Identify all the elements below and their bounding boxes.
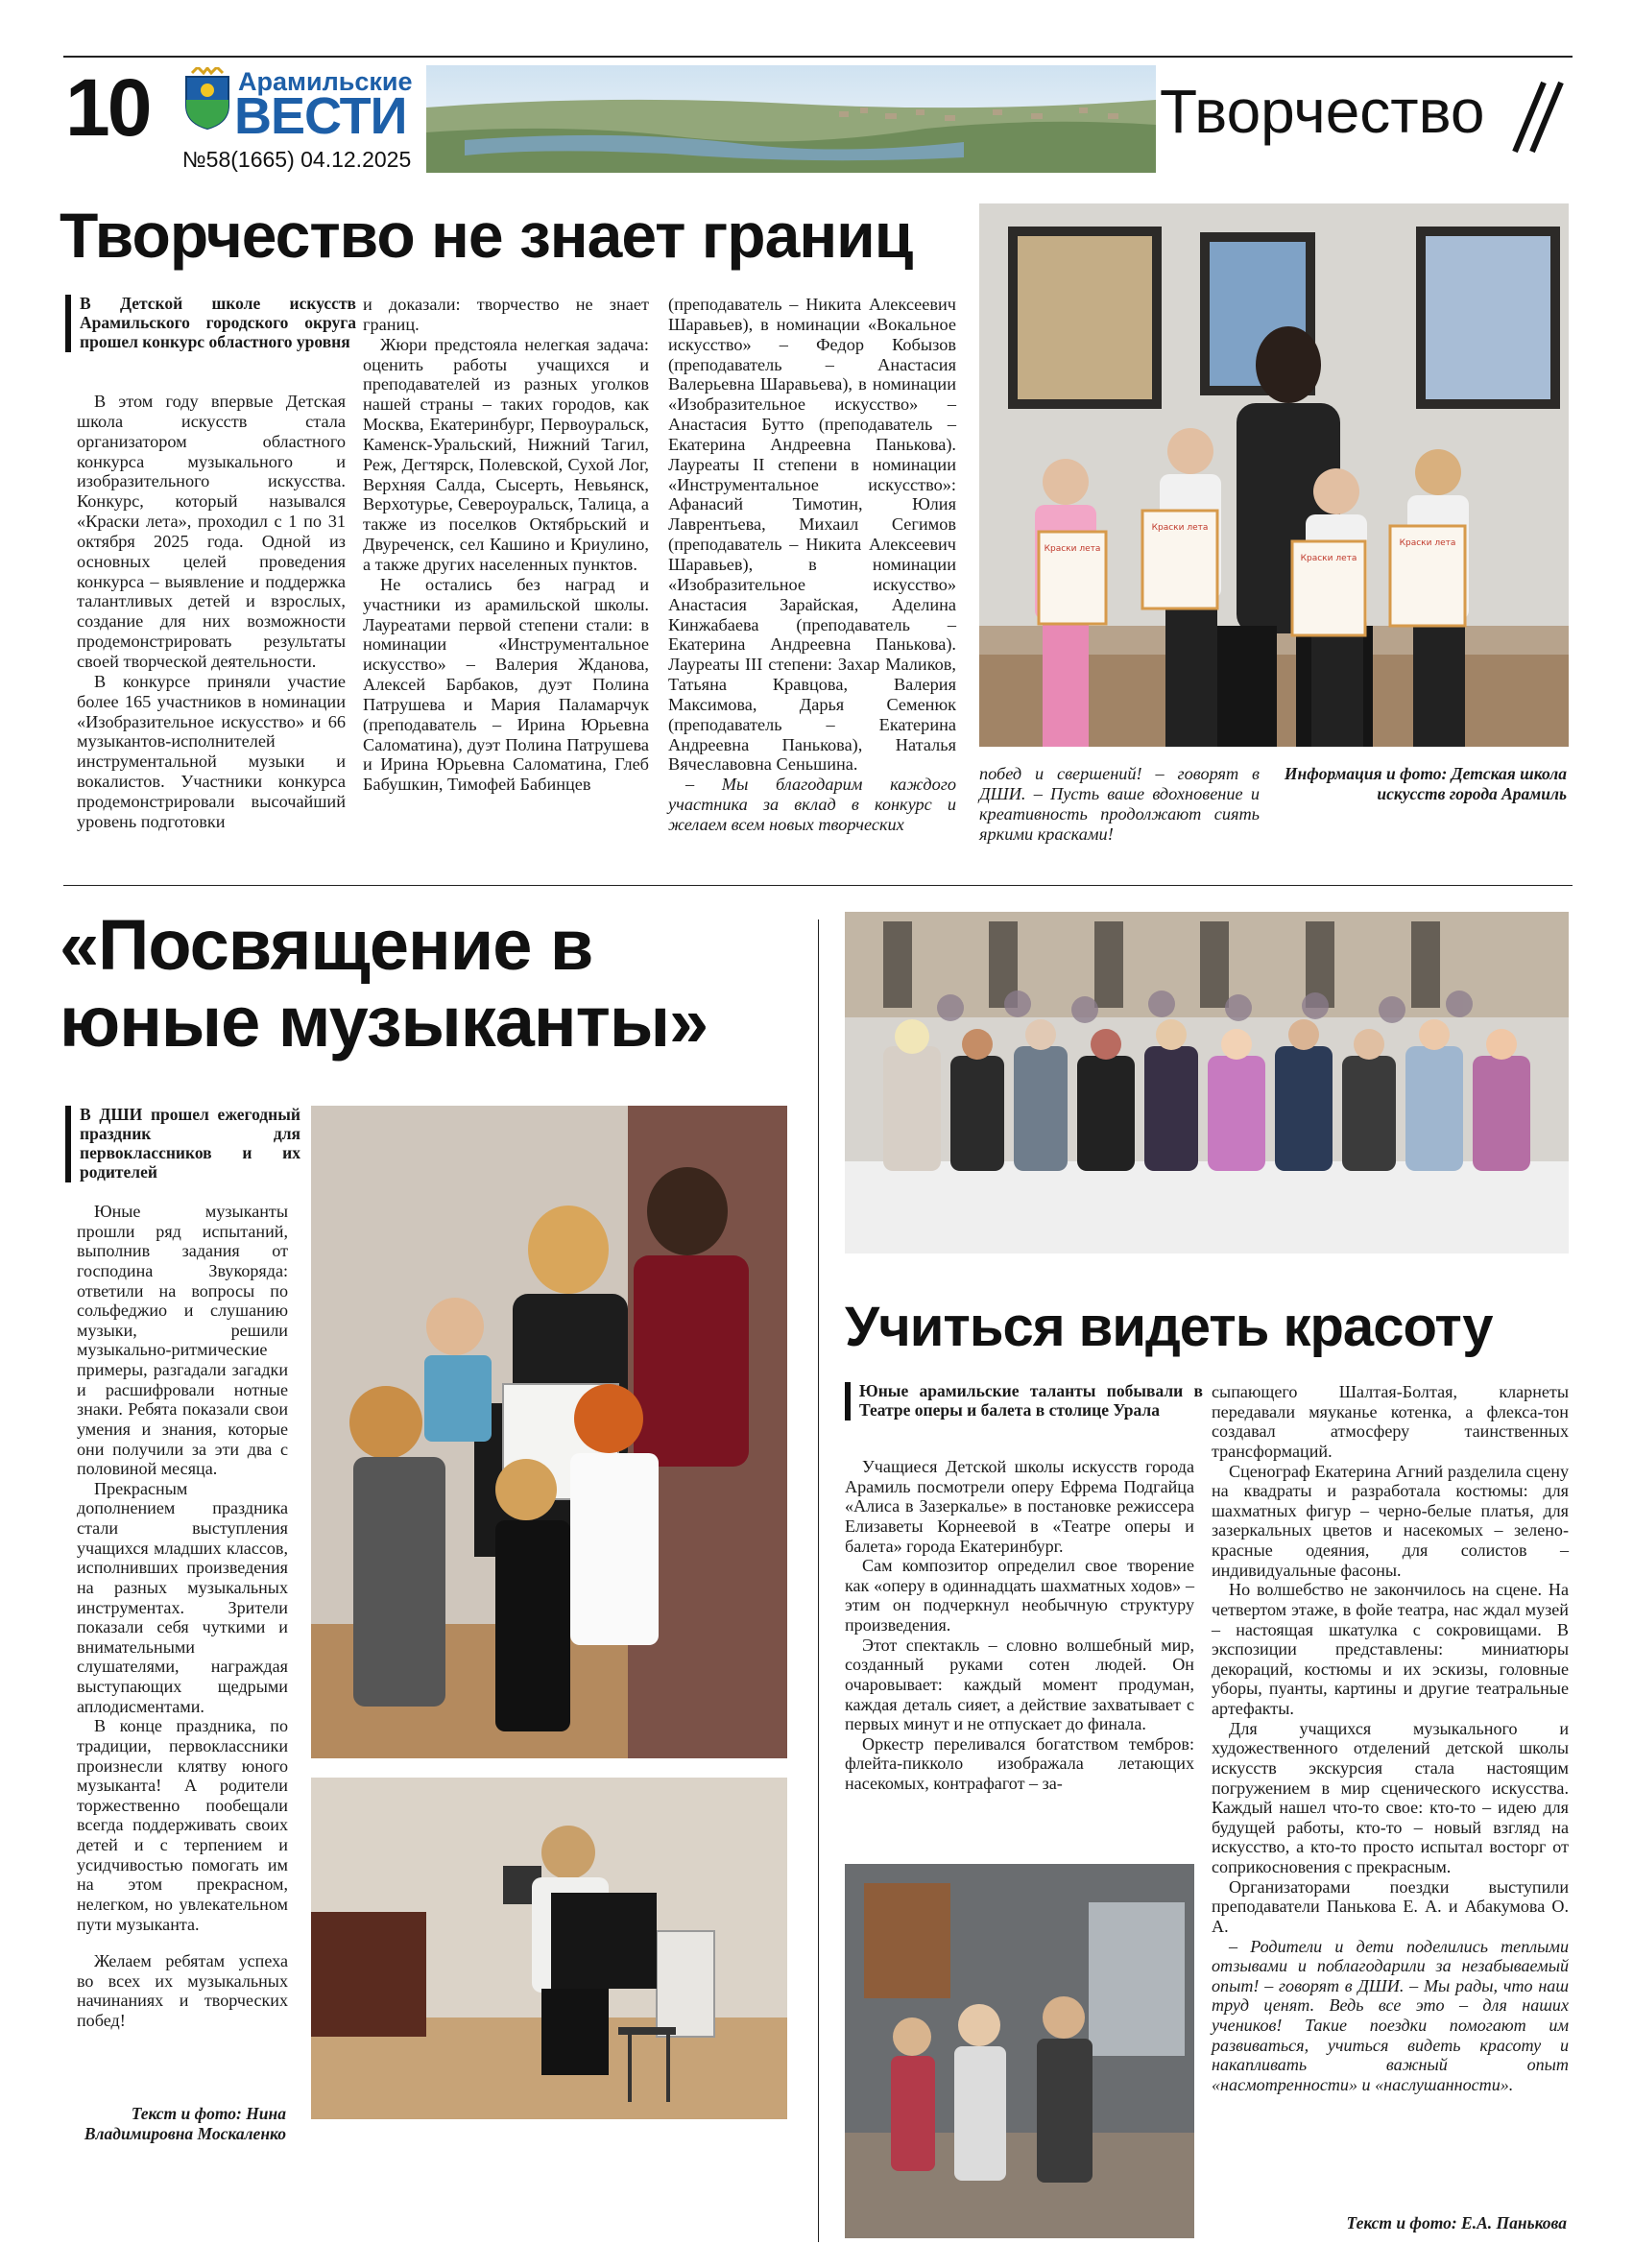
article1-column4: побед и свершений! – говорят в ДШИ. – Пусть ваше вдохновение и креативность продолжают сиять яркими красками! (979, 764, 1260, 844)
quote: – Мы благодарим каждого участника за вклад в конкурс и желаем всем новых творческих (668, 775, 956, 834)
article3-lead: Юные арамильские таланты побывали в Театре оперы и балета в столице Урала (845, 1382, 1203, 1420)
diploma-title: Краски лета (1044, 544, 1101, 554)
paragraph: В конце праздника, по традиции, первоклассники произнесли клятву юного музыканта! А родители торжественно пообещали всегда поддерживать своих детей и с терпением и усидчивостью помогать им на этом прекрасном, нелегком, но увлекательном пути музыканта. (77, 1716, 288, 1934)
article1-lead: В Детской школе искусств Арамильского городского округа прошел конкурс областного уровня (65, 295, 356, 352)
article1-column1 (77, 392, 346, 832)
section-divider (63, 885, 1573, 886)
paragraph: (преподаватель – Никита Алексеевич Шаравьев), в номинации «Вокальное искусство» – Федор Кобызов (преподаватель – Анастасия Валерьевна Шаравьева), в номинации «Изобразительное искусство» – Анастасия Бутто (преподаватель – Екатерина Андреевна Панькова). Лауреаты II степени в номинации «Инструментальное искусство»: Афанасий Тимотин, Юлия Лаврентьева, Михаил Сегимов (преподаватель – Никита Алексеевич Шаравьев), в номинации «Изобразительное искусство» Анастасия Зарайская, Аделина Кинжабаева (преподаватель – Екатерина Андреевна Панькова). Лауреаты III степени: Захар Маликов, Татьяна Кравцова, Валерия Максимова, Дарья Семенюк (преподаватель – Екатерина Андреевна Панькова), Наталья Вячеславовна Сеньшина. (668, 295, 956, 775)
article3-column2 (1212, 1382, 1569, 2095)
paragraph: Учащиеся Детской школы искусств города Арамиль посмотрели оперу Ефрема Подгайца «Алиса в Зазеркалье» в постановке режиссера Елизаветы Корнеевой в «Театре оперы и балета» города Екатеринбург. (845, 1457, 1194, 1556)
photo-first-graders (311, 1106, 787, 1758)
article3-credit: Текст и фото: Е.А. Панькова (1346, 2213, 1567, 2232)
paragraph: и доказали: творчество не знает границ. (363, 295, 649, 334)
paragraph: Но волшебство не закончилось на сцене. На четвертом этаже, в фойе театра, нас ждал музей – настоящая шкатулка с сокровищами. В экспозиции представлены: миниатюры декораций, костюмы и их эскизы, головные уборы, пуанты, картины и другие театральные артефакты. (1212, 1580, 1569, 1718)
page-number: 10 (65, 62, 150, 153)
article2-lead: В ДШИ прошел ежегодный праздник для первоклассников и их родителей (65, 1106, 300, 1182)
photo-accordion-player (311, 1778, 787, 2119)
paragraph: Жюри предстояла нелегкая задача: оценить работы учащихся и преподавателей из разных уголков нашей страны – таких городов, как Москва, Екатеринбург, Первоуральск, Каменск-Уральский, Нижний Тагил, Реж, Дегтярск, Полевской, Сухой Лог, Верхняя Салда, Сысерть, Невьянск, Верхотурье, Североуральск, Талица, а также из поселков Октябрьский и Двуреченск, сел Кашино и Криулино, а также других населенных пунктов. (363, 334, 649, 574)
paragraph: В конкурсе приняли участие более 165 участников в номинации «Изобразительное искусство» и 66 музыкантов-исполнителей инструментальной музыки и вокалистов. Участники конкурса продемонстрировали высочайший уровень подготовки (77, 671, 346, 831)
top-rule (63, 56, 1573, 58)
diploma-title: Краски лета (1399, 538, 1456, 548)
section-title: Творчество (1160, 77, 1485, 146)
paragraph: Сценограф Екатерина Агний разделила сцену на квадраты и разработала костюмы: для шахматных фигур – черно-белые платья, для зазеркальных цветов и насекомых – зелено-красные одеяния, для солистов – индивидуальные фасоны. (1212, 1461, 1569, 1580)
article3-headline: Учиться видеть красоту (845, 1296, 1493, 1358)
diploma-title: Краски лета (1151, 523, 1209, 533)
paragraph: Не остались без наград и участники из арамильской школы. Лауреатами первой степени стали: в номинации «Инструментальное искусство» – Валерия Жданова, Алексей Барбаков, дуэт Полина Патрушева и Мария Паламарчук (преподаватель – Ирина Юрьевна Саломатина), дуэт Полина Патрушева и Ирина Юрьевна Саломатина, Глеб Бабушкин, Тимофей Бабинцев (363, 574, 649, 795)
double-slash-icon (1505, 75, 1569, 155)
photo-diploma-winners (979, 203, 1569, 747)
article2-body (77, 1202, 288, 2031)
city-crest-icon (182, 67, 232, 131)
paragraph: Этот спектакль – словно волшебный мир, созданный руками сотен людей. Он очаровывает: каждый момент продуман, каждая деталь сияет, а действие захватывает с первых минут и не отпускает до финала. (845, 1635, 1194, 1734)
brand-line1: Арамильские (238, 67, 413, 96)
diploma-title: Краски лета (1300, 554, 1357, 563)
article3-column1 (845, 1457, 1194, 1794)
paragraph: Для учащихся музыкального и художественного отделений детской школы искусств экскурсия стала настоящим погружением в мир сценического искусства. Каждый нашел что-то свое: кто-то – идею для будущей работы, кто-то – новый взгляд на искусство, а кто-то просто испытал восторг от соприкосновения с прекрасным. (1212, 1718, 1569, 1876)
article1-column3 (668, 295, 956, 835)
paragraph: Юные музыканты прошли ряд испытаний, выполнив задания от господина Звукоряда: ответили на вопросы по сольфеджио и слушанию музыки, решили музыкально-ритмические примеры, разгадали загадки и расшифровали нотные знаки. Ребята показали свои умения и знания, которые они получили за эти два с половиной месяца. (77, 1202, 288, 1479)
paragraph: сыпающего Шалтая-Болтая, кларнеты передавали мяуканье котенка, а флекса-тон создавал атмосферу таинственных трансформаций. (1212, 1382, 1569, 1461)
article1-headline: Творчество не знает границ (60, 200, 913, 271)
paragraph: Организаторами поездки выступили преподаватели Панькова Е. А. и Абакумова О. А. (1212, 1876, 1569, 1936)
quote: – Родители и дети поделились теплыми отзывами и поблагодарили за незабываемый опыт! – говорят в ДШИ. – Мы рады, что наш труд ценят. Ведь все это – для наших учеников! Такие поездки помогают им развиваться, учиться видеть красоту и накапливать важный опыт «насмотренности» и «наслушанности». (1212, 1936, 1569, 2094)
article1-credit: Информация и фото: Детская школа искусств города Арамиль (1284, 764, 1567, 803)
issue-number: №58(1665) 04.12.2025 (182, 147, 412, 172)
paragraph: Оркестр переливался богатством тембров: флейта-пикколо изображала летающих насекомых, контрафагот – за- (845, 1733, 1194, 1793)
masthead-panorama (426, 65, 1156, 173)
photo-group-at-theatre (845, 912, 1569, 1253)
paragraph: В этом году впервые Детская школа искусств стала организатором областного конкурса музыкального и изобразительного искусства. Конкурс, который назывался «Краски лета», проходил с 1 по 31 октября 2025 года. Одной из основных целей проведения конкурса – выявление и поддержка талантливых детей и взрослых, создание для них возможности продемонстрировать результаты своей творческой деятельности. (77, 392, 346, 671)
photo-theatre-museum (845, 1864, 1194, 2238)
article2-credit: Текст и фото: Нина Владимировна Москаленко (84, 2104, 286, 2143)
paragraph: Желаем ребятам успеха во всех их музыкальных начинаниях и творческих побед! (77, 1951, 288, 2030)
brand-name: ВЕСТИ (234, 87, 407, 145)
article1-column2 (363, 295, 649, 795)
paragraph: Прекрасным дополнением праздника стали выступления учащихся младших классов, исполнивших произведения на разных музыкальных инструментах. Зрители показали себя чуткими и внимательными слушателями, награждая выступающих щедрыми аплодисментами. (77, 1478, 288, 1716)
paragraph: Сам композитор определил свое творение как «оперу в одиннадцать шахматных ходов» – этим он подчеркнул необычную структуру произведения. (845, 1556, 1194, 1635)
article2-headline: «Посвящение в юные музыканты» (60, 905, 708, 1062)
column-divider (818, 919, 819, 2242)
